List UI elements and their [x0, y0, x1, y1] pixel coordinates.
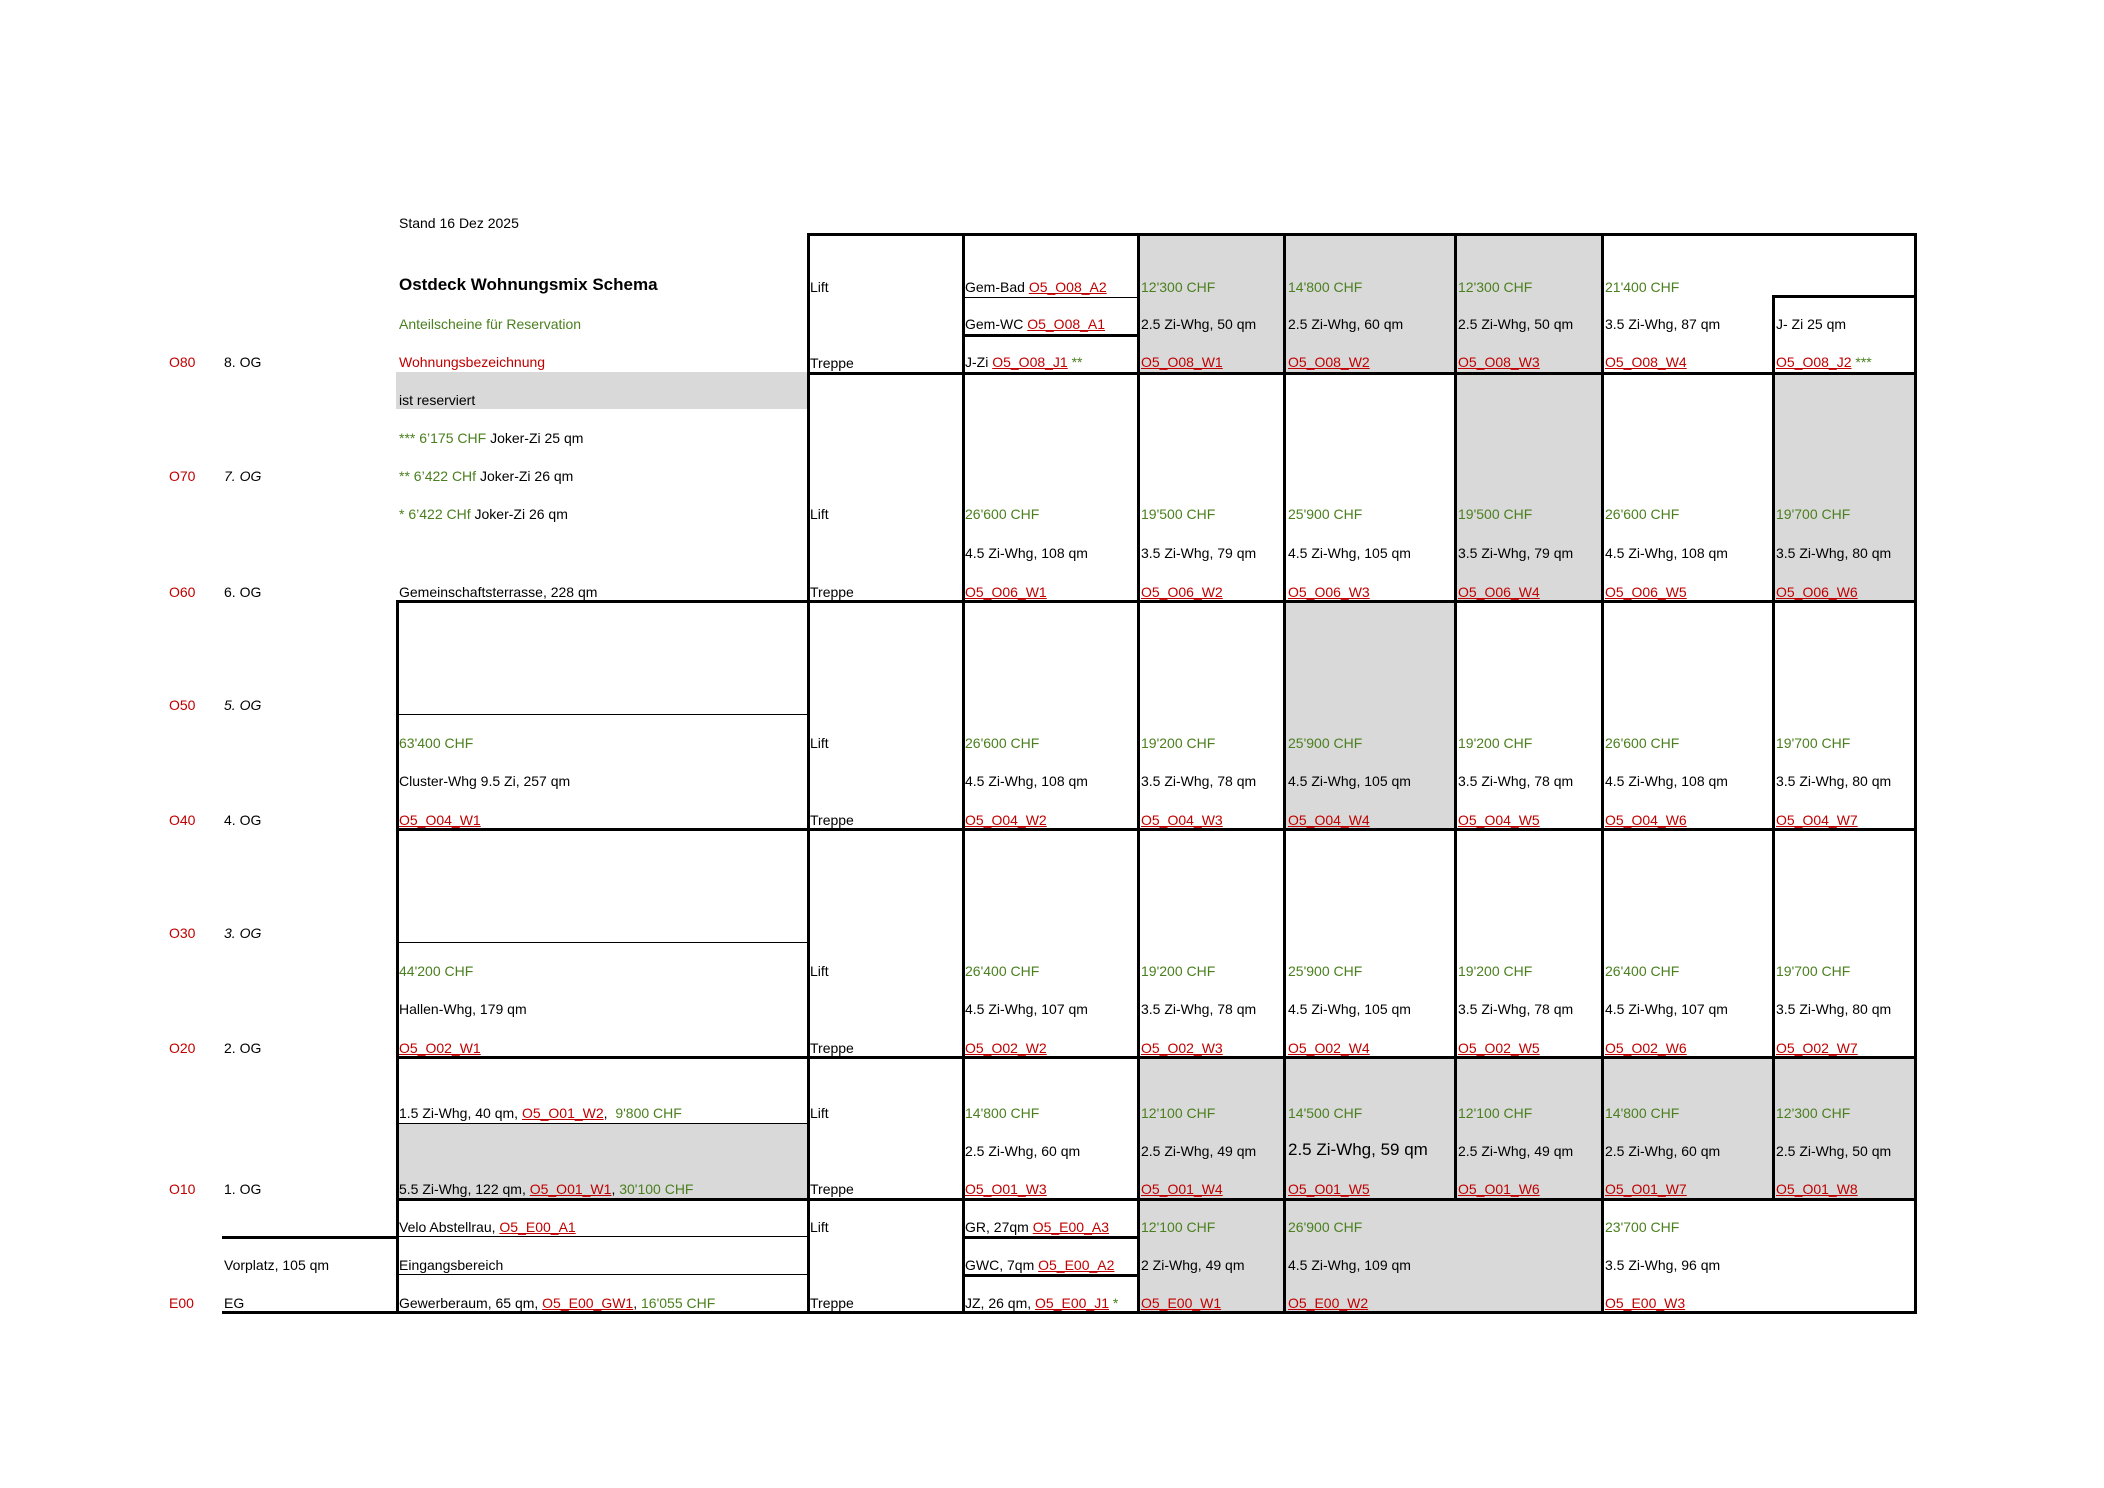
- floor-name-eg: EG: [224, 1295, 245, 1311]
- lift-label: Lift: [810, 1105, 829, 1121]
- joker-2-stars: **: [399, 468, 410, 484]
- o02-w2-size: 4.5 Zi-Whg, 107 qm: [965, 1001, 1088, 1017]
- treppe-label: Treppe: [810, 584, 854, 600]
- e00-gewerbe: Gewerberaum, 65 qm, O5_E00_GW1, 16'055 CHF: [399, 1295, 716, 1311]
- grid-line: [396, 828, 1917, 831]
- o01-w5-code: O5_O01_W5: [1288, 1181, 1370, 1197]
- treppe-label: Treppe: [810, 1295, 854, 1311]
- o04-w5-size: 3.5 Zi-Whg, 78 qm: [1458, 773, 1574, 789]
- e00-w3-code: O5_E00_W3: [1605, 1295, 1686, 1311]
- floor-name-5og: 5. OG: [224, 697, 262, 713]
- o08-gemwc: [965, 316, 1105, 332]
- vorplatz-label: Vorplatz, 105 qm: [224, 1257, 330, 1273]
- o02-w7-code: O5_O02_W7: [1776, 1040, 1858, 1056]
- floor-name-2og: 2. OG: [224, 1040, 262, 1056]
- e00-w2-size: 4.5 Zi-Whg, 109 qm: [1288, 1257, 1411, 1273]
- reserved-o08-w3: [1455, 234, 1602, 373]
- joker-3-stars: ***: [399, 430, 416, 446]
- gewerbe-price: 16'055 CHF: [641, 1295, 716, 1311]
- jz-code: O5_E00_J1: [1035, 1295, 1109, 1311]
- o06-w3-size: 4.5 Zi-Whg, 105 qm: [1288, 545, 1411, 561]
- floor-name-3og: 3. OG: [224, 925, 262, 941]
- joker-3-price: 6’175 CHF: [419, 430, 487, 446]
- gr-label: GR, 27qm: [965, 1219, 1033, 1235]
- e00-velo: [399, 1219, 576, 1235]
- o01-w6-price: 12'100 CHF: [1458, 1105, 1533, 1121]
- grid-line: [1772, 295, 1917, 298]
- grid-line: [962, 334, 1138, 337]
- o01-w1-line: 5.5 Zi-Whg, 122 qm, O5_O01_W1, 30'100 CHF: [399, 1181, 694, 1197]
- o04-w3-size: 3.5 Zi-Whg, 78 qm: [1141, 773, 1257, 789]
- e00-jz: [965, 1295, 1118, 1311]
- o04-w3-code: O5_O04_W3: [1141, 812, 1223, 828]
- grid-line: [1283, 233, 1286, 1314]
- o04-w3-price: 19'200 CHF: [1141, 735, 1216, 751]
- jzi-star: **: [1071, 354, 1083, 370]
- legend-reserviert: ist reserviert: [399, 392, 476, 408]
- o06-w6-price: 19'700 CHF: [1776, 506, 1851, 522]
- o08-w1-size: 2.5 Zi-Whg, 50 qm: [1141, 316, 1257, 332]
- o02-w1-size: Hallen-Whg, 179 qm: [399, 1001, 527, 1017]
- o04-w2-price: 26'600 CHF: [965, 735, 1040, 751]
- o04-w7-code: O5_O04_W7: [1776, 812, 1858, 828]
- o01-w2-code: O5_O01_W2: [521, 1105, 604, 1121]
- joker-3-text: Joker-Zi 25 qm: [490, 430, 584, 446]
- o01-w4-size: 2.5 Zi-Whg, 49 qm: [1141, 1143, 1257, 1159]
- o04-w7-price: 19'700 CHF: [1776, 735, 1851, 751]
- o01-w3-size: 2.5 Zi-Whg, 60 qm: [965, 1143, 1081, 1159]
- o08-w2-code: O5_O08_W2: [1288, 354, 1370, 370]
- grid-line: [962, 297, 1138, 298]
- o06-w2-price: 19'500 CHF: [1141, 506, 1216, 522]
- o08-w3-size: 2.5 Zi-Whg, 50 qm: [1458, 316, 1574, 332]
- velo-label: Velo Abstellrau,: [399, 1219, 500, 1235]
- o02-w5-code: O5_O02_W5: [1458, 1040, 1540, 1056]
- o01-w5-size: 2.5 Zi-Whg, 59 qm: [1288, 1140, 1428, 1159]
- grid-line: [1914, 233, 1917, 1314]
- legend-joker-1: [399, 506, 568, 522]
- o01-w1-price: 30'100 CHF: [619, 1181, 694, 1197]
- o01-w3-price: 14'800 CHF: [965, 1105, 1040, 1121]
- o06-w5-size: 4.5 Zi-Whg, 108 qm: [1605, 545, 1728, 561]
- e00-w2-price: 26'900 CHF: [1288, 1219, 1363, 1235]
- o01-w7-code: O5_O01_W7: [1605, 1181, 1687, 1197]
- grid-line: [396, 1274, 808, 1275]
- lift-label: Lift: [810, 963, 829, 979]
- gembad-code: O5_O08_A2: [1028, 279, 1107, 295]
- j2-star: ***: [1855, 354, 1872, 370]
- o02-w4-size: 4.5 Zi-Whg, 105 qm: [1288, 1001, 1411, 1017]
- o04-w5-code: O5_O04_W5: [1458, 812, 1540, 828]
- o02-w6-size: 4.5 Zi-Whg, 107 qm: [1605, 1001, 1728, 1017]
- o04-w1-code: O5_O04_W1: [399, 812, 481, 828]
- o02-w5-size: 3.5 Zi-Whg, 78 qm: [1458, 1001, 1574, 1017]
- e00-w3-price: 23'700 CHF: [1605, 1219, 1680, 1235]
- o04-w1-size: Cluster-Whg 9.5 Zi, 257 qm: [399, 773, 571, 789]
- o04-w4-price: 25'900 CHF: [1288, 735, 1363, 751]
- legend-joker-3: [399, 430, 583, 446]
- o02-w5-price: 19'200 CHF: [1458, 963, 1533, 979]
- grid-line: [396, 1123, 808, 1124]
- o08-w3-price: 12'300 CHF: [1458, 279, 1533, 295]
- joker-1-text: Joker-Zi 26 qm: [474, 506, 568, 522]
- o04-w2-size: 4.5 Zi-Whg, 108 qm: [965, 773, 1088, 789]
- grid-line: [1137, 233, 1140, 1314]
- o01-w5-price: 14'500 CHF: [1288, 1105, 1363, 1121]
- grid-line: [396, 1198, 1917, 1201]
- o02-w1-code: O5_O02_W1: [399, 1040, 481, 1056]
- gemwc-label: Gem-WC: [965, 316, 1024, 332]
- o08-w4-price: 21'400 CHF: [1605, 279, 1680, 295]
- o06-w5-price: 26'600 CHF: [1605, 506, 1680, 522]
- floor-code-e00: E00: [169, 1295, 194, 1311]
- page-title: Ostdeck Wohnungsmix Schema: [399, 275, 658, 294]
- o02-w2-price: 26'400 CHF: [965, 963, 1040, 979]
- gemwc-code: O5_O08_A1: [1027, 316, 1106, 332]
- grid-line: [222, 1236, 397, 1239]
- floor-name-7og: 7. OG: [224, 468, 262, 484]
- o08-w2-size: 2.5 Zi-Whg, 60 qm: [1288, 316, 1404, 332]
- o08-gembad: [965, 279, 1107, 295]
- grid-line: [396, 714, 808, 715]
- o02-w6-code: O5_O02_W6: [1605, 1040, 1687, 1056]
- legend-wohnungsbezeichnung: Wohnungsbezeichnung: [399, 354, 546, 370]
- grid-line: [1772, 296, 1775, 1199]
- grid-line: [222, 1311, 1917, 1314]
- floor-name-1og: 1. OG: [224, 1181, 262, 1197]
- jz-label: JZ, 26 qm,: [965, 1295, 1036, 1311]
- o06-w3-price: 25'900 CHF: [1288, 506, 1363, 522]
- o04-w2-code: O5_O04_W2: [965, 812, 1047, 828]
- o01-w8-code: O5_O01_W8: [1776, 1181, 1858, 1197]
- grid-line: [1601, 233, 1604, 1314]
- grid-line: [962, 1236, 1138, 1239]
- floor-code-o60: O60: [169, 584, 196, 600]
- o02-w1-price: 44'200 CHF: [399, 963, 474, 979]
- e00-gr: [965, 1219, 1109, 1235]
- o01-w1-code: O5_O01_W1: [529, 1181, 612, 1197]
- o08-w4-code: O5_O08_W4: [1605, 354, 1687, 370]
- floor-code-o70: O70: [169, 468, 196, 484]
- gwc-code: O5_E00_A2: [1038, 1257, 1115, 1273]
- gewerbe-label: Gewerberaum, 65 qm,: [399, 1295, 543, 1311]
- joker-1-price: 6’422 CHf: [408, 506, 471, 522]
- reserved-o04-w4: [1285, 601, 1455, 829]
- joker-2-text: Joker-Zi 26 qm: [479, 468, 574, 484]
- o01-w4-price: 12'100 CHF: [1141, 1105, 1216, 1121]
- grid-line: [807, 233, 810, 1314]
- o02-w3-price: 19'200 CHF: [1141, 963, 1216, 979]
- grid-line: [396, 1236, 808, 1237]
- o02-w6-price: 26'400 CHF: [1605, 963, 1680, 979]
- floor-code-o50: O50: [169, 697, 196, 713]
- reserved-o08-w2: [1285, 234, 1455, 373]
- o02-w3-code: O5_O02_W3: [1141, 1040, 1223, 1056]
- jz-star: *: [1112, 1295, 1119, 1311]
- gembad-label: Gem-Bad: [965, 279, 1025, 295]
- o01-w6-size: 2.5 Zi-Whg, 49 qm: [1458, 1143, 1574, 1159]
- reserved-o06-w4: [1455, 373, 1602, 601]
- e00-eingang: Eingangsbereich: [399, 1257, 504, 1273]
- reserved-o08-w1: [1139, 234, 1285, 373]
- floor-code-o20: O20: [169, 1040, 196, 1056]
- e00-w1-size: 2 Zi-Whg, 49 qm: [1141, 1257, 1245, 1273]
- e00-gwc: [965, 1257, 1114, 1273]
- joker-1-stars: *: [399, 506, 405, 522]
- e00-w1-code: O5_E00_W1: [1141, 1295, 1222, 1311]
- treppe-label: Treppe: [810, 1181, 854, 1197]
- o08-jzi: [965, 354, 1083, 370]
- o01-w8-price: 12'300 CHF: [1776, 1105, 1851, 1121]
- lift-label: Lift: [810, 1219, 829, 1235]
- e00-w2-code: O5_E00_W2: [1288, 1295, 1369, 1311]
- lift-label: Lift: [810, 735, 829, 751]
- reserved-o06-w6: [1773, 373, 1916, 601]
- o08-w4-size: 3.5 Zi-Whg, 87 qm: [1605, 316, 1721, 332]
- o06-w2-size: 3.5 Zi-Whg, 79 qm: [1141, 545, 1257, 561]
- o06-w6-size: 3.5 Zi-Whg, 80 qm: [1776, 545, 1892, 561]
- o06-w1-size: 4.5 Zi-Whg, 108 qm: [965, 545, 1088, 561]
- grid-line: [396, 1056, 1917, 1059]
- legend-anteilscheine: Anteilscheine für Reservation: [399, 316, 582, 332]
- lift-label: Lift: [810, 279, 829, 295]
- o08-j2: [1776, 354, 1872, 370]
- date-stamp: Stand 16 Dez 2025: [399, 215, 519, 231]
- gwc-label: GWC, 7qm: [965, 1257, 1039, 1273]
- lift-label: Lift: [810, 506, 829, 522]
- o08-w1-price: 12'300 CHF: [1141, 279, 1216, 295]
- o08-w2-price: 14'800 CHF: [1288, 279, 1363, 295]
- terrace-label: Gemeinschaftsterrasse, 228 qm: [399, 584, 598, 600]
- o04-w5-price: 19'200 CHF: [1458, 735, 1533, 751]
- o01-w7-size: 2.5 Zi-Whg, 60 qm: [1605, 1143, 1721, 1159]
- o01-w1-size: 5.5 Zi-Whg, 122 qm,: [399, 1181, 530, 1197]
- o02-w4-code: O5_O02_W4: [1288, 1040, 1370, 1056]
- grid-line: [807, 233, 1917, 236]
- grid-line: [396, 600, 399, 1314]
- o01-w3-code: O5_O01_W3: [965, 1181, 1047, 1197]
- o01-w4-code: O5_O01_W4: [1141, 1181, 1223, 1197]
- floor-code-o80: O80: [169, 354, 196, 370]
- o06-w1-price: 26'600 CHF: [965, 506, 1040, 522]
- o02-w4-price: 25'900 CHF: [1288, 963, 1363, 979]
- jzi-code: O5_O08_J1: [992, 354, 1068, 370]
- legend-joker-2: [399, 468, 573, 484]
- o06-w5-code: O5_O06_W5: [1605, 584, 1687, 600]
- o01-w2-price: 9'800 CHF: [615, 1105, 682, 1121]
- o08-j2-size: J- Zi 25 qm: [1776, 316, 1847, 332]
- floor-name-8og: 8. OG: [224, 354, 262, 370]
- o01-w6-code: O5_O01_W6: [1458, 1181, 1540, 1197]
- o04-w1-price: 63'400 CHF: [399, 735, 474, 751]
- grid-line: [807, 372, 1917, 375]
- grid-line: [396, 942, 808, 943]
- o06-w4-code: O5_O06_W4: [1458, 584, 1540, 600]
- o01-w2-line: 1.5 Zi-Whg, 40 qm, O5_O01_W2, 9'800 CHF: [399, 1105, 682, 1121]
- jzi-label: J-Zi: [965, 354, 993, 370]
- grid-line: [962, 1274, 1138, 1277]
- gewerbe-code: O5_E00_GW1: [542, 1295, 634, 1311]
- o04-w6-code: O5_O04_W6: [1605, 812, 1687, 828]
- grid-line: [1454, 233, 1457, 1199]
- o06-w2-code: O5_O06_W2: [1141, 584, 1223, 600]
- o04-w6-price: 26'600 CHF: [1605, 735, 1680, 751]
- gr-code: O5_E00_A3: [1032, 1219, 1109, 1235]
- o04-w6-size: 4.5 Zi-Whg, 108 qm: [1605, 773, 1728, 789]
- o04-w4-size: 4.5 Zi-Whg, 105 qm: [1288, 773, 1411, 789]
- o06-w6-code: O5_O06_W6: [1776, 584, 1858, 600]
- floor-name-6og: 6. OG: [224, 584, 262, 600]
- o01-w2-size: 1.5 Zi-Whg, 40 qm,: [399, 1105, 522, 1121]
- o08-w1-code: O5_O08_W1: [1141, 354, 1223, 370]
- joker-2-price: 6’422 CHf: [413, 468, 477, 484]
- e00-w1-price: 12'100 CHF: [1141, 1219, 1216, 1235]
- floor-code-o40: O40: [169, 812, 196, 828]
- o06-w1-code: O5_O06_W1: [965, 584, 1047, 600]
- o02-w7-price: 19'700 CHF: [1776, 963, 1851, 979]
- floor-code-o30: O30: [169, 925, 196, 941]
- o01-w8-size: 2.5 Zi-Whg, 50 qm: [1776, 1143, 1892, 1159]
- treppe-label: Treppe: [810, 1040, 854, 1056]
- o06-w3-code: O5_O06_W3: [1288, 584, 1370, 600]
- treppe-label: Treppe: [810, 812, 854, 828]
- o02-w3-size: 3.5 Zi-Whg, 78 qm: [1141, 1001, 1257, 1017]
- j2-code: O5_O08_J2: [1776, 354, 1852, 370]
- o01-w7-price: 14'800 CHF: [1605, 1105, 1680, 1121]
- o02-w7-size: 3.5 Zi-Whg, 80 qm: [1776, 1001, 1892, 1017]
- floor-name-4og: 4. OG: [224, 812, 262, 828]
- o02-w2-code: O5_O02_W2: [965, 1040, 1047, 1056]
- o04-w7-size: 3.5 Zi-Whg, 80 qm: [1776, 773, 1892, 789]
- o06-w4-size: 3.5 Zi-Whg, 79 qm: [1458, 545, 1574, 561]
- o06-w4-price: 19'500 CHF: [1458, 506, 1533, 522]
- reserved-o01-row: [1139, 1057, 1916, 1199]
- o08-w3-code: O5_O08_W3: [1458, 354, 1540, 370]
- e00-w3-size: 3.5 Zi-Whg, 96 qm: [1605, 1257, 1721, 1273]
- velo-code: O5_E00_A1: [499, 1219, 576, 1235]
- treppe-label: Treppe: [810, 355, 854, 371]
- o04-w4-code: O5_O04_W4: [1288, 812, 1370, 828]
- floor-code-o10: O10: [169, 1181, 196, 1197]
- grid-line: [396, 600, 1917, 603]
